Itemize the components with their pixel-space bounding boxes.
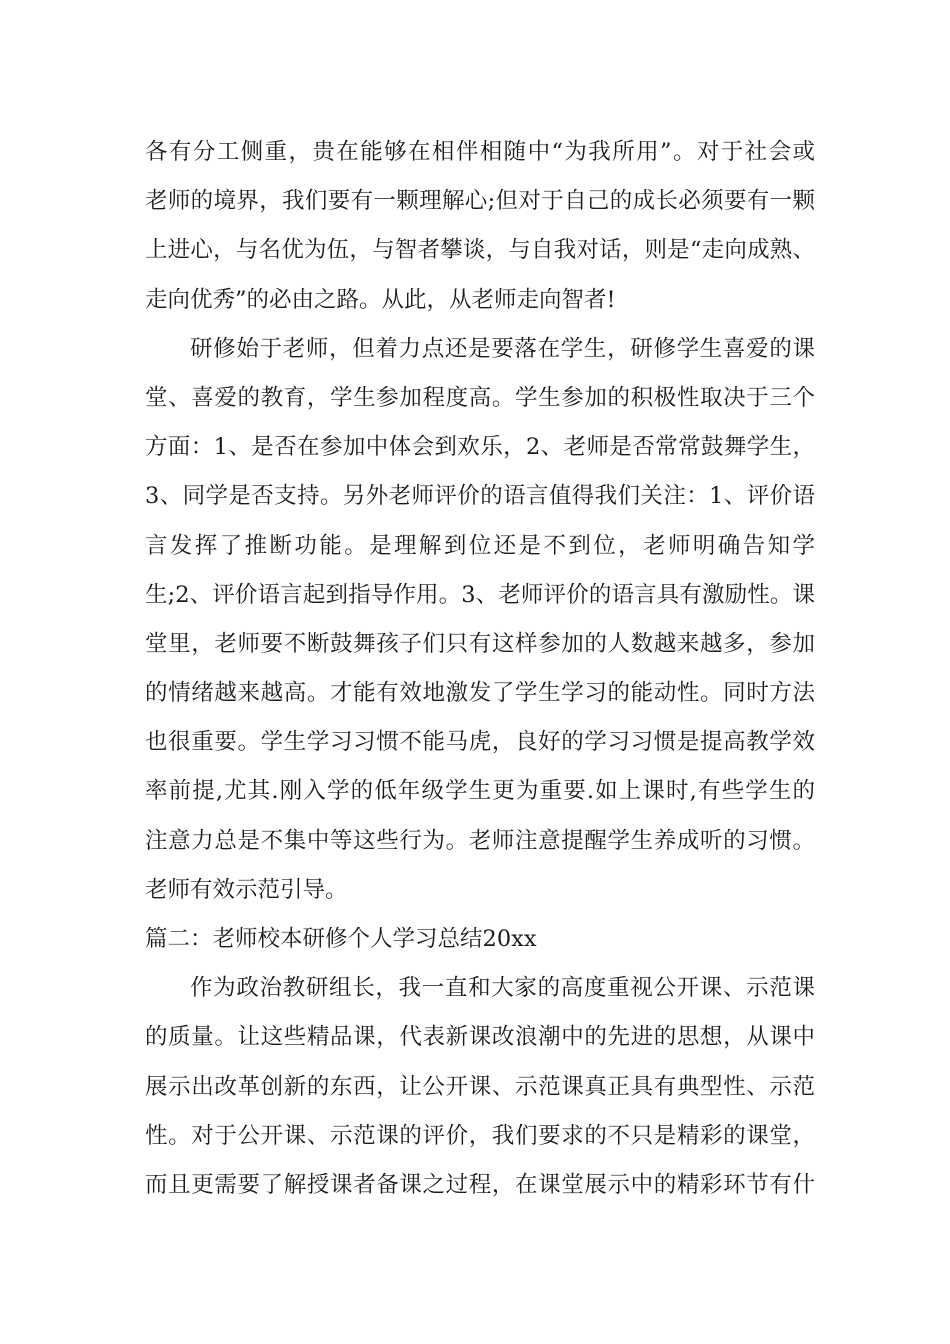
text-line: 的情绪越来越高。才能有效地激发了学生学习的能动性。同时方法 [145,680,815,707]
text-line: 堂里，老师要不断鼓舞孩子们只有这样参加的人数越来越多，参加 [145,630,815,657]
text-line: 走向优秀”的必由之路。从此，从老师走向智者! [145,286,616,313]
text-line: 生;2、评价语言起到指导作用。3、老师评价的语言具有激励性。课 [145,581,815,608]
paragraph-1 [145,128,815,325]
text-line: 各有分工侧重，贵在能够在相伴相随中“为我所用”。对于社会或 [145,139,815,165]
text-line: 而且更需要了解授课者备课之过程，在课堂展示中的精彩环节有什 [145,1171,815,1198]
text-line: 方面：1、是否在参加中体会到欢乐，2、老师是否常常鼓舞学生， [145,434,815,461]
paragraph-2 [145,325,815,915]
text-line: 3、同学是否支持。另外老师评价的语言值得我们关注：1、评价语 [145,483,815,510]
section-heading: 篇二：老师校本研修个人学习总结20xx [145,926,537,952]
text-line: 作为政治教研组长，我一直和大家的高度重视公开课、示范课 [190,975,815,1002]
text-line: 也很重要。学生学习习惯不能马虎，良好的学习习惯是提高教学效 [145,729,815,756]
text-line: 老师的境界，我们要有一颗理解心;但对于自己的成长必须要有一颗 [145,188,815,215]
document-body [145,128,815,1210]
text-line: 堂、喜爱的教育，学生参加程度高。学生参加的积极性取决于三个 [145,384,815,411]
text-line: 率前提,尤其.刚入学的低年级学生更为重要.如上课时,有些学生的 [145,778,815,805]
text-line: 性。对于公开课、示范课的评价，我们要求的不只是精彩的课堂， [145,1122,815,1149]
text-line: 上进心，与名优为伍，与智者攀谈，与自我对话，则是“走向成熟、 [145,237,815,264]
text-line: 的质量。让这些精品课，代表新课改浪潮中的先进的思想，从课中 [145,1024,815,1051]
text-line: 老师有效示范引导。 [145,876,348,903]
text-line: 展示出改革创新的东西，让公开课、示范课真正具有典型性、示范 [145,1073,815,1100]
text-line: 注意力总是不集中等这些行为。老师注意提醒学生养成听的习惯。 [145,827,815,854]
paragraph-3 [145,964,815,1210]
text-line: 研修始于老师，但着力点还是要落在学生，研修学生喜爱的课 [190,335,815,362]
text-line: 言发挥了推断功能。是理解到位还是不到位，老师明确告知学 [145,532,815,559]
